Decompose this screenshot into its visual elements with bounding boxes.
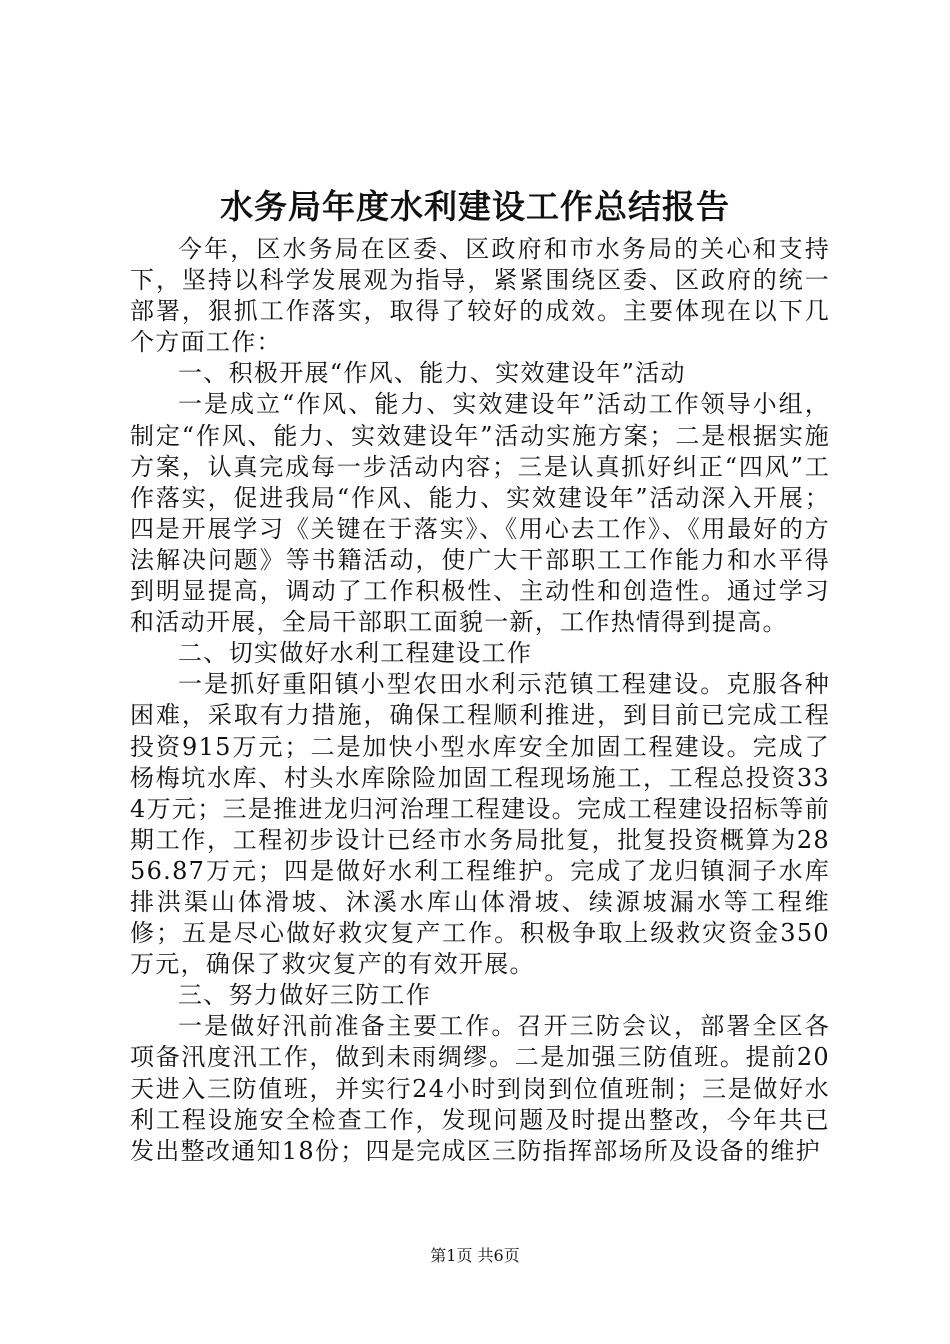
section-heading-3: 三、努力做好三防工作 [178,981,431,1010]
section-2-paragraph: 一是抓好重阳镇小型农田水利示范镇工程建设。克服各种困难，采取有力措施，确保工程顺利推进，到目前已完成工程投资915万元；二是加快小型水库安全加固工程建设。完成了杨梅坑水库、村头水库除险加固工程现场施工，工程总投资334万元；三是推进龙归河治理工程建设。完成工程建设招标等前期工作，工程初步设计已经市水务局批复，批复投资概算为2856.87万元；四是做好水利工程维护。完成了龙归镇洞子水库排洪渠山体滑坡、沐溪水库山体滑坡、续源坡漏水等工程维修；五是尽心做好救灾复产工作。积极争取上级救灾资金350万元，确保了救灾复产的有效开展。 [130,670,830,979]
section-1-paragraph: 一是成立“作风、能力、实效建设年”活动工作领导小组，制定“作风、能力、实效建设年”活动实施方案；二是根据实施方案，认真完成每一步活动内容；三是认真抓好纠正“四风”工作落实，促进我局“作风、能力、实效建设年”活动深入开展；四是开展学习《关键在于落实》、《用心去工作》、《用最好的方法解决问题》等书籍活动，使广大干部职工工作能力和水平得到明显提高，调动了工作积极性、主动性和创造性。通过学习和活动开展，全局干部职工面貌一新，工作热情得到提高。 [130,390,830,637]
section-heading-2: 二、切实做好水利工程建设工作 [178,639,533,668]
document-body [130,234,830,1167]
section-heading-1: 一、积极开展“作风、能力、实效建设年”活动 [178,359,686,388]
intro-paragraph: 今年，区水务局在区委、区政府和市水务局的关心和支持下，坚持以科学发展观为指导，紧紧围绕区委、区政府的统一部署，狠抓工作落实，取得了较好的成效。主要体现在以下几个方面工作： [130,235,830,357]
section-3-paragraph: 一是做好汛前准备主要工作。召开三防会议，部署全区各项备汛度汛工作，做到未雨绸缪。二是加强三防值班。提前20天进入三防值班，并实行24小时到岗到位值班制；三是做好水利工程设施安全检查工作，发现问题及时提出整改，今年共已发出整改通知18份；四是完成区三防指挥部场所及设备的维护 [130,1012,830,1165]
page-number-footer: 第1页 共6页 [430,1246,520,1265]
document-title: 水务局年度水利建设工作总结报告 [220,187,730,226]
